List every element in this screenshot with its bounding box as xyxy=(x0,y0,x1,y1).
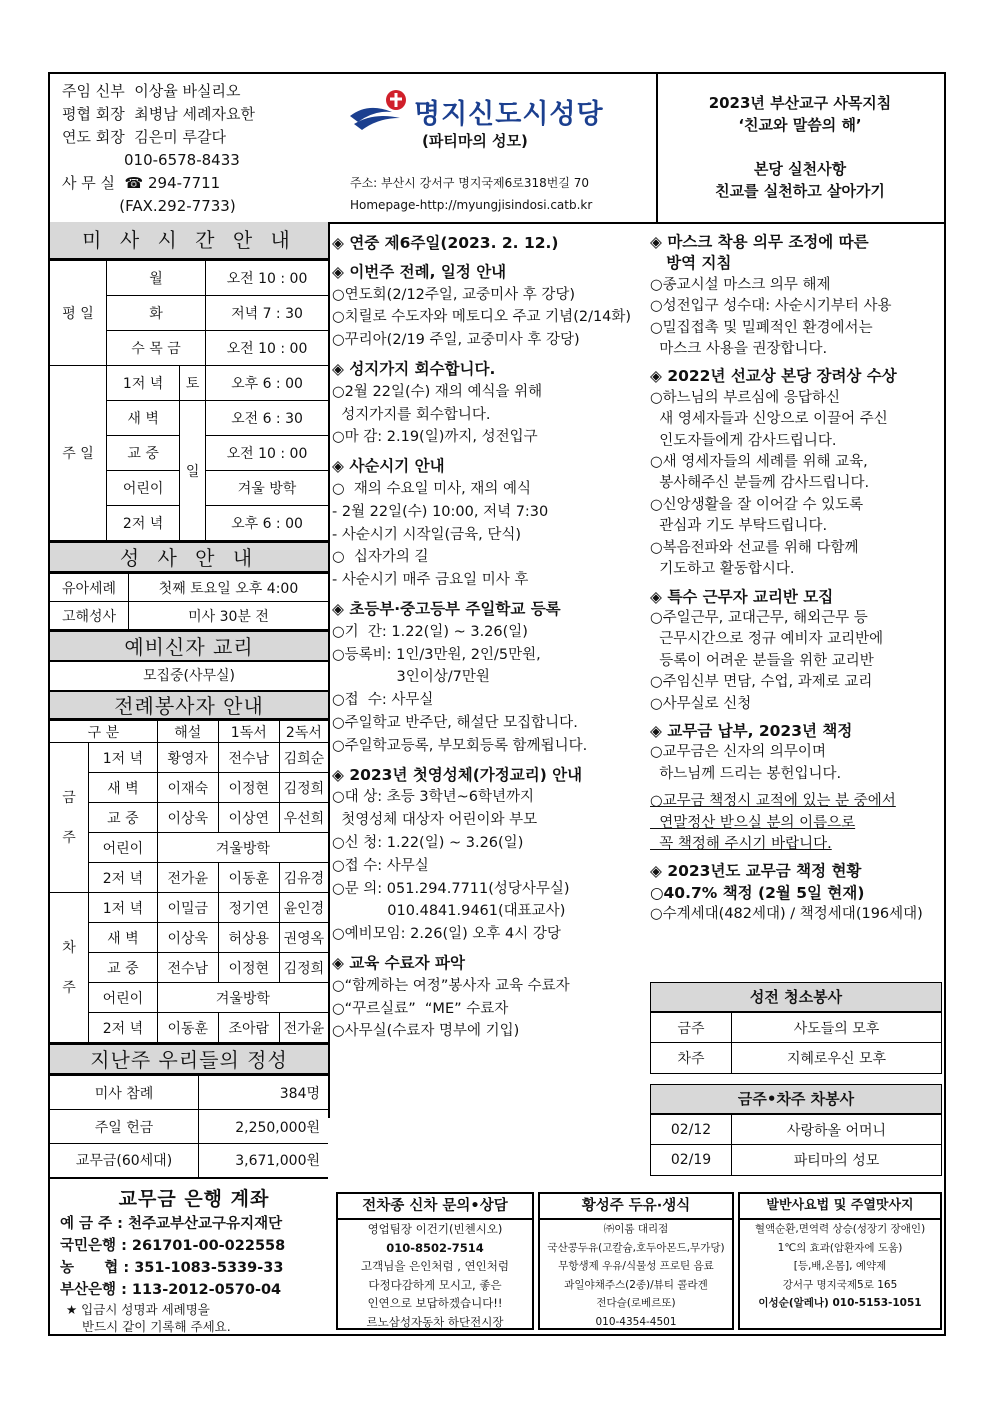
ad-soymilk xyxy=(538,1192,734,1330)
staff-line: 010-6578-8433 xyxy=(62,151,240,169)
mass-slot: 교 중 xyxy=(107,436,180,471)
ad-line: 영업팀장 이건기(빈첸시오) xyxy=(367,1222,503,1236)
notice-line: ○치릴로 수도자와 메토디오 주교 기념(2/14화) xyxy=(332,309,632,326)
notice-title: ◈ 마스크 착용 의무 조정에 따른 방역 지침 xyxy=(650,233,869,273)
church-logo-icon xyxy=(348,88,412,134)
mass-time: 겨울 방학 xyxy=(206,471,329,506)
notice-line: 성지가지를 회수합니다. xyxy=(332,406,491,423)
notice-line: 봉사해주신 분들께 감사드립니다. xyxy=(650,475,870,492)
server: 이상연 xyxy=(218,803,279,833)
notice-line: ○마 감: 2.19(일)까지, 성전입구 xyxy=(332,429,538,446)
notice-line: 3인이상/7만원 xyxy=(332,669,490,686)
tea-date: 02/19 xyxy=(651,1145,732,1175)
liturgy-title: 전례봉사자 안내 xyxy=(50,690,328,720)
notice-line: ○사무실로 신청 xyxy=(650,695,752,712)
server: 조아람 xyxy=(218,1013,279,1043)
server: 이동훈 xyxy=(218,863,279,893)
slot: 교 중 xyxy=(89,953,158,983)
mass-time: 저녁 7 : 30 xyxy=(206,296,329,331)
notice-line: ○성전입구 성수대: 사순시기부터 사용 xyxy=(650,298,892,315)
slot: 2저 녁 xyxy=(89,863,158,893)
sunday-label: 주 일 xyxy=(50,366,107,541)
notice-line: 첫영성체 대상자 어린이와 부모 xyxy=(332,812,538,829)
mass-time: 오전 10 : 00 xyxy=(206,436,329,471)
offering-table xyxy=(50,1075,328,1179)
sacrament-title: 성 사 안 내 xyxy=(50,541,328,573)
notice-line: 새 영세자들과 신앙으로 이끌어 주신 xyxy=(650,411,888,428)
mass-slot: 1저 녁 xyxy=(107,366,180,401)
ad-line: 무항생제 우유/식물성 프로틴 음료 xyxy=(558,1260,714,1272)
group-name: 사랑하올 어머니 xyxy=(732,1115,942,1145)
bank-line: 국민은행 : 261701-00-022558 xyxy=(60,1237,286,1254)
tea-date: 02/12 xyxy=(651,1115,732,1145)
server: 권영옥 xyxy=(279,923,328,953)
ad-line: 다정다감하게 모시고, 좋은 xyxy=(368,1277,502,1292)
ad-line: 010-4354-4501 xyxy=(595,1315,677,1328)
notice-line: ○40.7% 책정 (2월 5일 현재) xyxy=(650,883,865,902)
sacrament-time: 첫째 토요일 오후 4:00 xyxy=(129,574,329,602)
weekday-label: 평 일 xyxy=(50,261,107,366)
mass-time: 오전 10 : 00 xyxy=(206,331,329,366)
notice-section xyxy=(332,952,632,1043)
middle-column xyxy=(332,232,632,1049)
staff-info xyxy=(62,80,255,218)
sacrament-name: 고해성사 xyxy=(50,602,129,630)
notice-section xyxy=(650,791,940,855)
col-header: 구 분 xyxy=(50,721,157,743)
church-name: 명지신도시성당 xyxy=(414,99,604,130)
mass-time: 오전 10 : 00 xyxy=(206,261,329,296)
notice-title: ◈ 2022년 선교상 본당 장려상 수상 xyxy=(650,367,897,386)
notice-line: ○문 의: 051.294.7711(성당사무실) xyxy=(332,880,570,897)
notice-section xyxy=(332,598,632,758)
slot: 새 벽 xyxy=(89,923,158,953)
homepage-link[interactable]: Homepage-http://myungjisindosi.catb.kr xyxy=(350,198,593,212)
guideline-line: 본당 실천사항 xyxy=(753,160,847,178)
notice-emphasis-line: 꼭 책정해 주시기 바랍니다. xyxy=(650,835,832,852)
column-divider xyxy=(328,222,330,1118)
server: 전수남 xyxy=(157,953,218,983)
notice-line: ○2월 22일(수) 재의 예식을 위해 xyxy=(332,383,543,400)
staff-line: (FAX.292-7733) xyxy=(62,197,236,215)
ad-line: 1℃의 효과(암환자에 도움) xyxy=(777,1241,903,1254)
slot: 어린이 xyxy=(89,833,158,863)
notice-title: ◈ 초등부·중고등부 주일학교 등록 xyxy=(332,599,561,618)
ad-line: 전다슬(로베르또) xyxy=(596,1297,676,1309)
notice-title: ◈ 특수 근무자 교리반 모집 xyxy=(650,587,834,606)
mass-slot: 어린이 xyxy=(107,471,180,506)
ad-massage xyxy=(738,1192,942,1330)
server: 이상욱 xyxy=(157,803,218,833)
notice-title: ◈ 교육 수료자 파악 xyxy=(332,953,465,972)
notice-line: ○하느님의 부르심에 응답하신 xyxy=(650,389,840,406)
tea-table xyxy=(651,1114,941,1175)
group-name: 지혜로우신 모후 xyxy=(732,1043,942,1073)
sacrament-table xyxy=(50,573,328,630)
notice-line: ○ 십자가의 길 xyxy=(332,549,429,566)
offering-label: 주일 헌금 xyxy=(50,1110,199,1144)
ad-title: 황성주 두유·생식 xyxy=(540,1194,732,1220)
slot: 새 벽 xyxy=(89,773,158,803)
notice-section xyxy=(650,232,940,360)
saturday-mark: 토 xyxy=(180,366,206,401)
notice-section xyxy=(650,366,940,580)
server: 이동훈 xyxy=(157,1013,218,1043)
server: 정기연 xyxy=(218,893,279,923)
cleaning-table xyxy=(651,1012,941,1073)
server: 이재숙 xyxy=(157,773,218,803)
sunday-mark: 일 xyxy=(180,401,206,541)
server: 전가윤 xyxy=(157,863,218,893)
server: 우선희 xyxy=(279,803,328,833)
notice-line: 등록이 어려운 분들을 위한 교리반 xyxy=(650,652,874,669)
bank-note: 반드시 같이 기록해 주세요. xyxy=(82,1318,231,1334)
ad-line: [등,배,온몸], 예약제 xyxy=(793,1260,887,1272)
staff-line: 연도 회장 김은미 루갈다 xyxy=(62,128,226,146)
server: 김희순 xyxy=(279,743,328,773)
notice-section xyxy=(332,232,632,255)
bank-line: 농 협 : 351-1083-5339-33 xyxy=(60,1259,284,1276)
notice-section xyxy=(332,358,632,449)
col-header: 2독서 xyxy=(279,721,328,743)
mass-time: 오후 6 : 00 xyxy=(206,506,329,541)
server: 이정현 xyxy=(218,953,279,983)
notice-line: ○신 청: 1.22(일) ~ 3.26(일) xyxy=(332,834,524,851)
mass-time: 오전 6 : 30 xyxy=(206,401,329,436)
notice-title: ◈ 2023년도 교무금 책정 현황 xyxy=(650,862,862,881)
offering-title: 지난주 우리들의 정성 xyxy=(50,1043,328,1075)
bank-note: ★ 입금시 성명과 세례명을 xyxy=(66,1301,210,1317)
mass-title: 미 사 시 간 안 내 xyxy=(50,222,328,260)
notice-line: ○“꾸르실료” “ME” 수료자 xyxy=(332,1000,509,1017)
mass-slot: 2저 녁 xyxy=(107,506,180,541)
guideline-line: 친교를 실천하고 살아가기 xyxy=(715,182,885,200)
catechumen-status: 모집중(사무실) xyxy=(142,668,236,684)
server: 윤인경 xyxy=(279,893,328,923)
notice-line: 마스크 사용을 권장합니다. xyxy=(650,341,828,358)
header-divider xyxy=(656,74,658,222)
left-column xyxy=(50,222,328,1335)
bank-title: 교무금 은행 계좌 xyxy=(118,1187,270,1210)
next-week-label: 차 주 xyxy=(50,893,89,1043)
notice-line: ○주일근무, 교대근무, 해외근무 등 xyxy=(650,609,868,626)
notice-line: ○등록비: 1인/3만원, 2인/5만원, xyxy=(332,646,541,663)
notice-line: 010.4841.9461(대표교사) xyxy=(332,903,566,920)
notice-line: 근무시간으로 정규 예비자 교리반에 xyxy=(650,631,884,648)
offering-value: 3,671,000원 xyxy=(199,1144,329,1178)
notice-line: - 사순시기 시작일(금육, 단식) xyxy=(332,526,522,543)
ad-car xyxy=(336,1192,534,1330)
notice-title: ◈ 사순시기 안내 xyxy=(332,457,445,476)
notice-line: ○사무실(수료자 명부에 기입) xyxy=(332,1023,520,1040)
notice-section xyxy=(332,764,632,946)
cleaning-box xyxy=(650,982,942,1074)
col-header: 해설 xyxy=(157,721,218,743)
notice-section xyxy=(332,261,632,352)
server: 전수남 xyxy=(218,743,279,773)
offering-value: 2,250,000원 xyxy=(199,1110,329,1144)
bank-block xyxy=(50,1179,328,1335)
slot: 2저 녁 xyxy=(89,1013,158,1043)
bank-line: 예 금 주 : 천주교부산교구유지재단 xyxy=(60,1215,283,1232)
notice-line: 하느님께 드리는 봉헌입니다. xyxy=(650,765,842,782)
notice-line: 관심과 기도 부탁드립니다. xyxy=(650,518,828,535)
notice-line: ○예비모임: 2.26(일) 오후 4시 강당 xyxy=(332,926,561,943)
ad-line: ㈜이롬 대리점 xyxy=(603,1223,669,1235)
notice-line: ○기 간: 1.22(일) ~ 3.26(일) xyxy=(332,623,528,640)
tea-box xyxy=(650,1084,942,1176)
week-label: 금주 xyxy=(651,1013,732,1043)
church-subtitle: (파티마의 성모) xyxy=(422,132,528,150)
notice-section xyxy=(332,455,632,592)
mass-slot: 새 벽 xyxy=(107,401,180,436)
liturgy-table xyxy=(50,720,328,1043)
right-column xyxy=(650,232,940,932)
notice-line: ○밀집접촉 및 밀폐적인 환경에서는 xyxy=(650,319,873,336)
pastoral-guideline xyxy=(670,92,930,202)
mass-schedule-table xyxy=(50,260,328,541)
mass-time: 오후 6 : 00 xyxy=(206,366,329,401)
offering-value: 384명 xyxy=(199,1076,329,1110)
ad-line: 고객님을 은인처럼 , 연인처럼 xyxy=(361,1259,509,1273)
notice-line: ○교무금은 신자의 의무이며 xyxy=(650,744,826,761)
notice-line: ○접 수: 사무실 xyxy=(332,692,434,709)
notice-line: ○새 영세자들의 세례를 위해 교육, xyxy=(650,454,868,471)
ad-line: 인연으로 보답하겠습니다!! xyxy=(367,1296,503,1310)
notice-line: ○꾸리아(2/19 주일, 교중미사 후 강당) xyxy=(332,332,580,349)
server: 전가윤 xyxy=(279,1013,328,1043)
catechumen-title: 예비신자 교리 xyxy=(50,630,328,662)
slot: 1저 녁 xyxy=(89,743,158,773)
notice-line: - 사순시기 매주 금요일 미사 후 xyxy=(332,572,529,589)
sacrament-name: 유아세례 xyxy=(50,574,129,602)
church-address: 주소: 부산시 강서구 명지국제6로318번길 70 xyxy=(350,176,589,190)
notice-title: ◈ 연중 제6주일(2023. 2. 12.) xyxy=(332,234,559,252)
notice-line: 기도하고 활동합시다. xyxy=(650,561,795,578)
notice-line: ○종교시설 마스크 의무 해제 xyxy=(650,276,831,293)
offering-label: 미사 참례 xyxy=(50,1076,199,1110)
notice-line: ○주일학교등록, 부모회등록 함께됩니다. xyxy=(332,737,588,754)
notice-title: ◈ 교무금 납부, 2023년 책정 xyxy=(650,721,853,740)
ad-line: 과일야채주스(2종)/뷰티 콜라겐 xyxy=(564,1278,708,1291)
notice-title: ◈ 2023년 첫영성체(가정교리) 안내 xyxy=(332,765,583,784)
notice-title: ◈ 이번주 전례, 일정 안내 xyxy=(332,262,507,281)
staff-line: 평협 회장 최병남 세례자요한 xyxy=(62,105,255,123)
ad-title: 발반사요법 및 주열맛사지 xyxy=(740,1194,940,1220)
notice-line: ○연도회(2/12주일, 교중미사 후 강당) xyxy=(332,286,576,303)
bank-line: 부산은행 : 113-2012-0570-04 xyxy=(60,1281,282,1298)
slot: 교 중 xyxy=(89,803,158,833)
server: 이정현 xyxy=(218,773,279,803)
group-name: 파티마의 성모 xyxy=(732,1145,942,1175)
notice-line: ○주임신부 면담, 수업, 과제로 교리 xyxy=(650,674,873,691)
notice-line: ○수계세대(482세대) / 책정세대(196세대) xyxy=(650,906,923,923)
server: 김정희 xyxy=(279,953,328,983)
church-address-block xyxy=(350,172,592,216)
server: 허상용 xyxy=(218,923,279,953)
server: 겨울방학 xyxy=(157,833,328,863)
notice-section xyxy=(650,861,940,925)
notice-line: ○대 상: 초등 3학년~6학년까지 xyxy=(332,789,535,806)
this-week-label: 금 주 xyxy=(50,743,89,893)
notice-section xyxy=(650,587,940,715)
staff-line: 주임 신부 이상율 바실리오 xyxy=(62,82,241,100)
slot: 어린이 xyxy=(89,983,158,1013)
week-label: 차주 xyxy=(651,1043,732,1073)
header xyxy=(50,74,944,224)
ad-line: 강서구 명지국제5로 165 xyxy=(782,1278,898,1291)
ad-line: 르노삼성자동차 하단전시장 xyxy=(366,1314,504,1329)
bulletin-frame xyxy=(48,72,946,1336)
ad-line: 010-8502-7514 xyxy=(386,1240,484,1255)
mass-day: 화 xyxy=(107,296,206,331)
col-header: 1독서 xyxy=(218,721,279,743)
tea-title: 금주•차주 차봉사 xyxy=(651,1085,941,1114)
notice-line: ○주일학교 반주단, 해설단 모집합니다. xyxy=(332,714,578,731)
notice-line: 인도자들에게 감사드립니다. xyxy=(650,432,837,449)
notice-emphasis-line: ○교무금 책정시 교적에 있는 분 중에서 xyxy=(650,793,896,810)
ad-line: 이성순(알레나) 010-5153-1051 xyxy=(758,1297,922,1309)
server: 황영자 xyxy=(157,743,218,773)
mass-day: 수 목 금 xyxy=(107,331,206,366)
server: 이상욱 xyxy=(157,923,218,953)
notice-section xyxy=(650,721,940,785)
ad-title: 전차종 신차 문의•상담 xyxy=(338,1194,532,1220)
mass-day: 월 xyxy=(107,261,206,296)
offering-label: 교무금(60세대) xyxy=(50,1144,199,1178)
ad-line: 혈액순환,면역력 상승(성장기 장애인) xyxy=(754,1223,926,1235)
notice-emphasis-line: 연말정산 받으실 분의 이름으로 xyxy=(650,814,856,831)
server: 이밀금 xyxy=(157,893,218,923)
notice-line: ○ 재의 수요일 미사, 재의 예식 xyxy=(332,480,531,497)
server: 겨울방학 xyxy=(157,983,328,1013)
server: 김유경 xyxy=(279,863,328,893)
group-name: 사도들의 모후 xyxy=(732,1013,942,1043)
cleaning-title: 성전 청소봉사 xyxy=(651,983,941,1012)
notice-line: ○복음전파와 선교를 위해 다함께 xyxy=(650,539,859,556)
notice-line: ○신앙생활을 잘 이어갈 수 있도록 xyxy=(650,496,864,513)
ad-line: 국산콩두유(고칼슘,호두아몬드,무가당) xyxy=(547,1241,725,1254)
slot: 1저 녁 xyxy=(89,893,158,923)
notice-line: - 2월 22일(수) 10:00, 저녁 7:30 xyxy=(332,503,549,520)
staff-line: 사 무 실 ☎ 294-7711 xyxy=(62,174,221,192)
notice-line: ○접 수: 사무실 xyxy=(332,857,429,874)
guideline-spacer xyxy=(670,136,930,158)
guideline-line: ‘친교와 말씀의 해’ xyxy=(738,116,862,134)
notice-title: ◈ 성지가지 회수합니다. xyxy=(332,359,496,378)
sacrament-time: 미사 30분 전 xyxy=(129,602,329,630)
server: 김정희 xyxy=(279,773,328,803)
notice-line: ○“함께하는 여정”봉사자 교육 수료자 xyxy=(332,977,570,994)
guideline-line: 2023년 부산교구 사목지침 xyxy=(708,94,892,112)
